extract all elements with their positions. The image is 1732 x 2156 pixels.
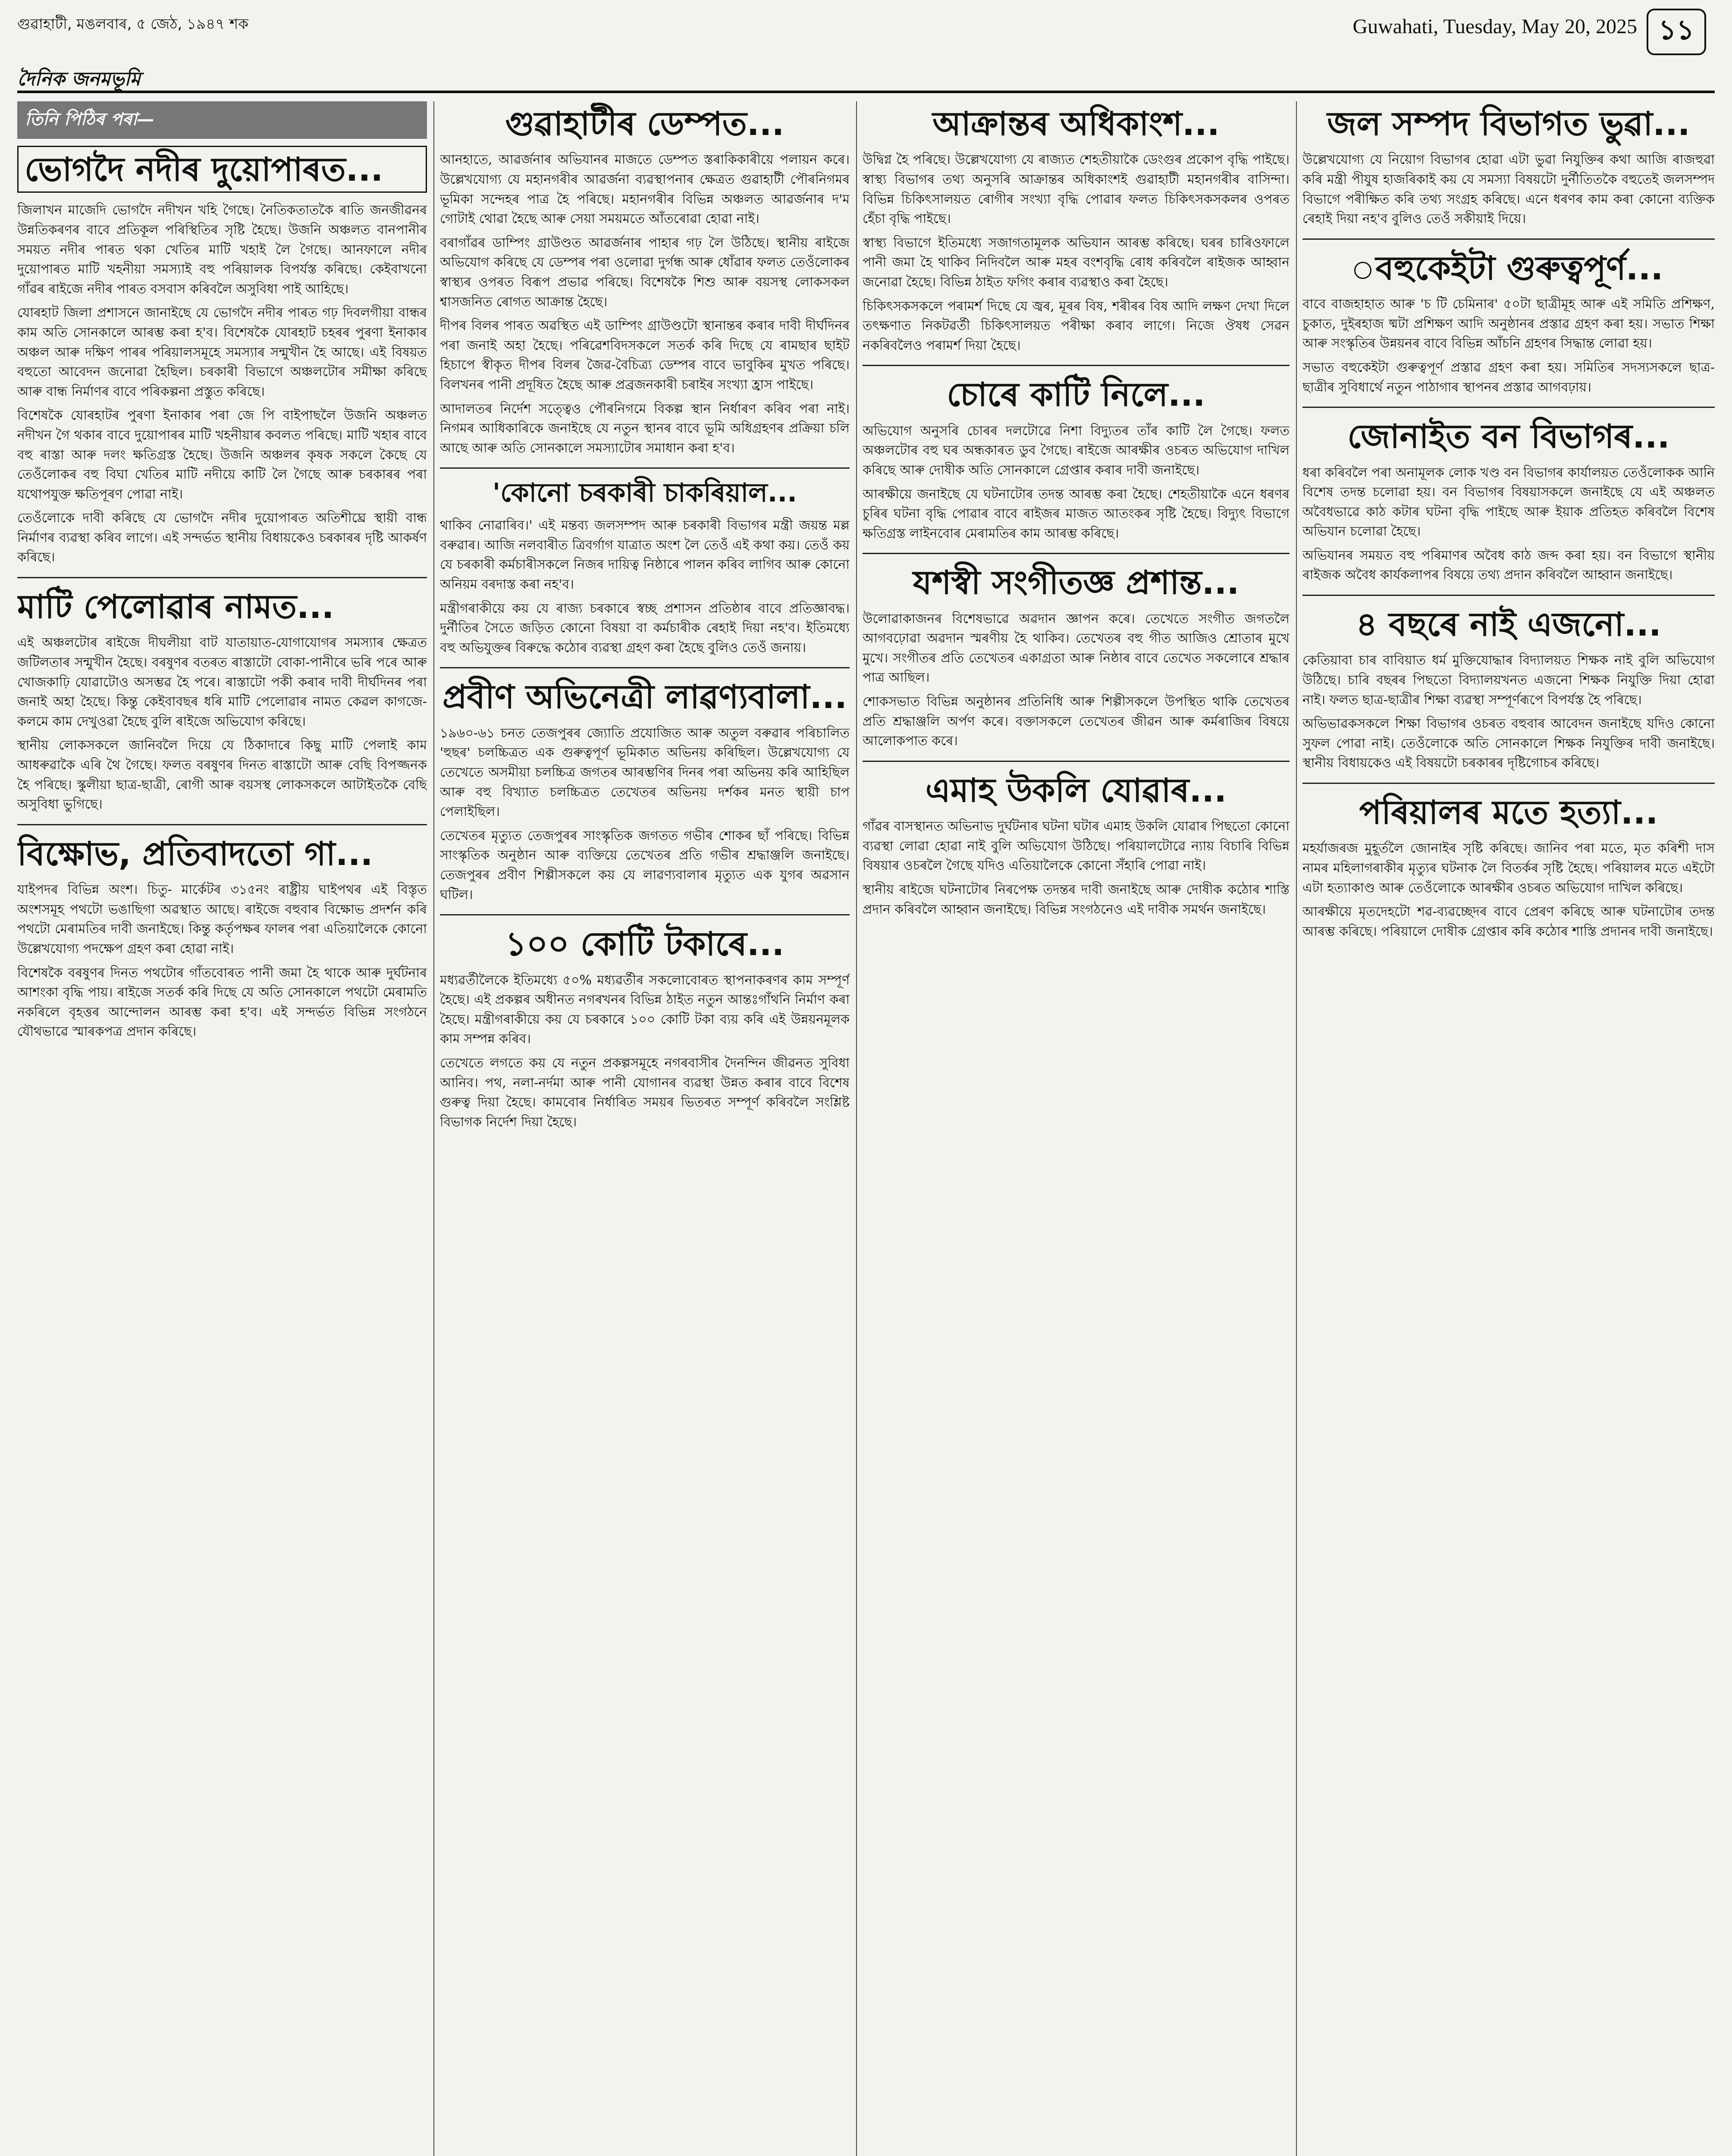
article-paragraph: দীপৰ বিলৰ পাৰত অৱস্থিত এই ডাম্পিং গ্ৰাউণ্ডটো স্থানান্তৰ কৰাৰ দাবী দীৰ্ঘদিনৰ পৰা জনাই অহা হৈছে। পৰিৱেশবিদসকলে সতৰ্ক কৰি দিছে যে ৰামছাৰ ছাইট হিচাপে স্বীকৃত দীপৰ বিলৰ জৈৱ-বৈচিত্ৰ্য ডেম্পৰ বাবে ভাবুকিৰ মুখত পৰিছে। বিলখনৰ পানী প্ৰদূষিত হৈছে আৰু প্ৰব্ৰজনকাৰী চৰাইৰ সংখ্যা হ্ৰাস পাইছে। <box>440 318 850 392</box>
divider <box>440 667 850 668</box>
article-paragraph: অভিভাৱকসকলে শিক্ষা বিভাগৰ ওচৰত বহুবাৰ আবেদন জনাইছে যদিও কোনো সুফল পোৱা নাই। তেওঁলোকে অতি সোনকালে শিক্ষক নিযুক্তিৰ দাবী জনাইছে। স্থানীয় বিধায়কেও এই বিষয়টো চৰকাৰৰ দৃষ্টিগোচৰ কৰিছে। <box>1302 716 1715 771</box>
headline-labanyabala: প্ৰবীণ অভিনেত্ৰী লাৱণ্যবালা... <box>442 677 847 716</box>
bullet-icon <box>1354 262 1371 279</box>
headline-chor: চোৰে কাটি নিলে... <box>947 375 1205 414</box>
article-paragraph: উলোৱাকাজনৰ বিশেষভাৱে অৱদান জ্ঞাপন কৰে। তেখেতে সংগীত জগতলৈ আগবঢ়োৱা অৱদান স্মৰণীয় হৈ থাকিব। তেখেতৰ বহু গীত আজিও শ্ৰোতাৰ মুখে মুখে। সংগীতৰ প্ৰতি তেখেতৰ একাগ্ৰতা আৰু নিষ্ঠাৰ বাবে তেখেত সকলোৰে শ্ৰদ্ধাৰ পাত্ৰ আছিল। <box>863 611 1290 686</box>
headline-text: বহুকেইটা গুৰুত্বপূৰ্ণ... <box>1375 248 1663 287</box>
article-paragraph: গাঁৱৰ বাসস্থানত অভিনাভ দুৰ্ঘটনাৰ ঘটনা ঘটাৰ এমাহ উকলি যোৱাৰ পিছতো কোনো ব্যৱস্থা লোৱা হোৱা নাই বুলি অভিযোগ উঠিছে। পৰিয়ালটোৱে ন্যায় বিচাৰি বিভিন্ন বিষয়াৰ ওচৰলৈ গৈছে যদিও এতিয়ালৈকে কোনো সঁহাৰি পোৱা নাই। <box>863 819 1290 874</box>
right-dateline: Guwahati, Tuesday, May 20, 2025 <box>1352 15 1637 38</box>
column-rule <box>856 101 857 2156</box>
paper-name: দৈনিক জনমভূমি <box>17 68 141 90</box>
headline-mati-pelowa: মাটি পেলোৱাৰ নামত... <box>17 587 334 626</box>
headline-bikkhov: বিক্ষোভ, প্ৰতিবাদতো গা... <box>17 834 373 873</box>
article-paragraph: ধৰা কৰিবলৈ পৰা অনামূলক লোক খণ্ড বন বিভাগৰ কাৰ্যালয়ত তেওঁলোকক আনি বিশেষ তদন্ত চলোৱা হয়। বন বিভাগৰ বিষয়াসকলে জনাইছে যে এই অঞ্চলত অবৈধভাৱে কাঠ কটাৰ ঘটনা বৃদ্ধি পাইছে আৰু ইয়াক প্ৰতিহত কৰিবলৈ বিশেষ অভিযান চলোৱা হৈছে। <box>1302 465 1715 539</box>
article-paragraph: জিলাখন মাজেদি ভোগদৈ নদীখন খহি গৈছে। নৈতিকতাতকৈ ৰাতি জনজীৱনৰ উন্নতিকৰণৰ বাবে প্ৰতিকূল পৰিস্থিতিৰ সৃষ্টি হৈছে। উজনি অঞ্চলত বানপানীৰ সময়ত নদীৰ পাৰত থকা খেতিৰ মাটি খহাই লৈ গৈছে। আনফালে নদীৰ দুয়োপাৰত মাটি খহনীয়া সমস্যাই বহু পৰিয়ালক বিপৰ্যস্ত কৰিছে। কেইবাখনো গাঁৱৰ ৰাইজে নদীৰ পাৰত বসবাস কৰিবলৈ অসুবিধা পাই আহিছে। <box>17 203 427 297</box>
divider <box>440 467 850 469</box>
header-rule <box>17 91 1715 93</box>
headline-akranta: আক্ৰান্তৰ অধিকাংশ... <box>932 104 1220 143</box>
article-paragraph: তেওঁলোকে দাবী কৰিছে যে ভোগদৈ নদীৰ দুয়োপাৰত অতিশীঘ্ৰে স্থায়ী বান্ধ নিৰ্মাণৰ ব্যৱস্থা কৰিব লাগে। এই সন্দৰ্ভত স্থানীয় বিধায়কেও চৰকাৰৰ দৃষ্টি আকৰ্ষণ কৰিছে। <box>17 511 427 565</box>
column-4 <box>1302 101 1715 2156</box>
left-dateline: গুৱাহাটী, মঙলবাৰ, ৫ জেঠ, ১৯৪৭ শক <box>17 16 249 33</box>
article-paragraph: উদ্বিগ্ন হৈ পৰিছে। উল্লেখযোগ্য যে ৰাজ্যত শেহতীয়াকৈ ডেংগুৰ প্ৰকোপ বৃদ্ধি পাইছে। স্বাস্থ্য বিভাগৰ তথ্য অনুসৰি আক্ৰান্তৰ অধিকাংশই গুৱাহাটী মহানগৰীৰ বাসিন্দা। বিভিন্ন চিকিৎসালয়ত ৰোগীৰ সংখ্যা বৃদ্ধি পোৱাৰ ফলত চিকিৎসকসকলৰ ওপৰত হেঁচা বৃদ্ধি পাইছে। <box>863 152 1290 227</box>
article-paragraph: ১৯৬০-৬১ চনত তেজপুৰৰ জ্যোতি প্ৰযোজিত আৰু অতুল বৰুৱাৰ পৰিচালিত 'হুছৰ' চলচ্চিত্ৰত এক গুৰুত্বপূৰ্ণ ভূমিকাত অভিনয় কৰিছিল। উল্লেখযোগ্য যে তেখেতে অসমীয়া চলচ্চিত্ৰ জগতৰ আৰম্ভণিৰ দিনৰ পৰা অভিনয় কৰি আহিছিল আৰু বহু বিখ্যাত চলচ্চিত্ৰত তেখেতৰ অভিনয় দৰ্শকৰ মনত স্থায়ী চাপ পেলাইছিল। <box>440 725 850 820</box>
article-paragraph: যাইপদৰ বিভিন্ন অংশ। চিতু- মাৰ্কেটৰ ৩১৫নং ৰাষ্ট্ৰীয় ঘাইপথৰ এই বিস্তৃত অংশসমূহ পথটো ভঙাছিগা অৱস্থাত আছে। ৰাইজে বহুবাৰ বিক্ষোভ প্ৰদৰ্শন কৰি পথটো মেৰামতিৰ দাবী জনাইছে। কিন্তু কৰ্তৃপক্ষৰ ফালৰ পৰা এতিয়ালৈকে কোনো উল্লেখযোগ্য পদক্ষেপ গ্ৰহণ কৰা হোৱা নাই। <box>17 882 427 956</box>
article-paragraph: স্বাস্থ্য বিভাগে ইতিমধ্যে সজাগতামূলক অভিযান আৰম্ভ কৰিছে। ঘৰৰ চাৰিওফালে পানী জমা হৈ থাকিব নিদিবলৈ আৰু মহৰ বংশবৃদ্ধি ৰোধ কৰিবলৈ ৰাইজক আহ্বান জনোৱা হৈছে। বিভিন্ন ঠাইত ফগিং কৰাৰ ব্যৱস্থাও কৰা হৈছে। <box>863 235 1290 290</box>
article-paragraph: তেখেতে লগতে কয় যে নতুন প্ৰকল্পসমূহে নগৰবাসীৰ দৈনন্দিন জীৱনত সুবিধা আনিব। পথ, নলা-নৰ্দমা আৰু পানী যোগানৰ ব্যৱস্থা উন্নত কৰাৰ বাবে বিশেষ গুৰুত্ব দিয়া হৈছে। কামবোৰ নিৰ্ধাৰিত সময়ৰ ভিতৰত সম্পূৰ্ণ কৰিবলৈ সংশ্লিষ্ট বিভাগক নিৰ্দেশ দিয়া হৈছে। <box>440 1055 850 1130</box>
article-paragraph: থাকিব নোৱাৰিব।' এই মন্তব্য জলসম্পদ আৰু চৰকাৰী বিভাগৰ মন্ত্ৰী জয়ন্ত মল্ল বৰুৱাৰ। আজি নলবাৰীত ত্ৰিবৰ্গাগ যাত্ৰাত অংশ লৈ তেওঁ এই কথা কয়। তেওঁ কয় যে চৰকাৰী কৰ্মচাৰীসকলে নিজৰ দায়িত্ব নিষ্ঠাৰে পালন কৰিব লাগিব আৰু কোনো অনিয়ম বৰদাস্ত কৰা নহ'ব। <box>440 518 850 592</box>
article-paragraph: শোকসভাত বিভিন্ন অনুষ্ঠানৰ প্ৰতিনিধি আৰু শিল্পীসকলে উপস্থিত থাকি তেখেতৰ প্ৰতি শ্ৰদ্ধাঞ্জলি অৰ্পণ কৰে। বক্তাসকলে তেখেতৰ জীৱন আৰু কৰ্মৰাজিৰ বিষয়ে আলোকপাত কৰে। <box>863 694 1290 749</box>
article-paragraph: অভিযানৰ সময়ত বহু পৰিমাণৰ অবৈধ কাঠ জব্দ কৰা হয়। বন বিভাগে স্থানীয় ৰাইজক অবৈধ কাৰ্যকলাপৰ বিষয়ে তথ্য প্ৰদান কৰিবলৈ আহ্বান জনাইছে। <box>1302 548 1715 583</box>
article-paragraph: সভাত বহুকেইটা গুৰুত্বপূৰ্ণ প্ৰস্তাৱ গ্ৰহণ কৰা হয়। সমিতিৰ সদস্যসকলে ছাত্ৰ-ছাত্ৰীৰ সুবিধাৰ্থে নতুন পাঠাগাৰ স্থাপনৰ প্ৰস্তাৱ আগবঢ়ায়। <box>1302 360 1715 395</box>
divider <box>1302 407 1715 408</box>
headline-bahukeita <box>1302 249 1715 287</box>
article-paragraph: মহৰ্যাজৰজ মুহূৰ্তলৈ জোনাইৰ সৃষ্টি কৰিছে। জানিব পৰা মতে, মৃত কৰিশী দাস নামৰ মহিলাগৰাকীৰ মৃত্যুৰ ঘটনাক লৈ বিতৰ্কৰ সৃষ্টি হৈছে। পৰিয়ালৰ মতে এইটো এটা হত্যাকাণ্ড আৰু তেওঁলোকে আৰক্ষীৰ ওচৰত অভিযোগ দাখিল কৰিছে। <box>1302 841 1715 896</box>
article-paragraph: মন্ত্ৰীগৰাকীয়ে কয় যে ৰাজ্য চৰকাৰে স্বচ্ছ প্ৰশাসন প্ৰতিষ্ঠাৰ বাবে প্ৰতিজ্ঞাবদ্ধ। দুৰ্নীতিৰ সৈতে জড়িত কোনো বিষয়া বা কৰ্মচাৰীক ৰেহাই দিয়া নহ'ব। ইতিমধ্যে বহু অভিযুক্তৰ বিৰুদ্ধে কঠোৰ ব্যৱস্থা গ্ৰহণ কৰা হৈছে বুলিও তেওঁ জনায়। <box>440 601 850 655</box>
divider <box>1302 238 1715 240</box>
headline-jonai: জোনাইত বন বিভাগৰ... <box>1347 417 1670 456</box>
article-paragraph: উল্লেখযোগ্য যে নিয়োগ বিভাগৰ হোৱা এটা ভুৱা নিযুক্তিৰ কথা আজি ৰাজহুৱা কৰি মন্ত্ৰী পীযুষ হাজৰিকাই কয় যে সমস্যা বিষয়টো দুৰ্নীতিতকৈ বহুতেই জলসম্পদ বিভাগে পৰীক্ষিত কৰি তথ্য সংগ্ৰহ কৰিছে। এনে ধৰণৰ কাম কৰা কোনো ব্যক্তিক ৰেহাই দিয়া নহ'ব বুলিও তেওঁ সকীয়াই দিয়ে। <box>1302 152 1715 227</box>
article-paragraph: অভিযোগ অনুসৰি চোৰৰ দলটোৱে নিশা বিদ্যুতৰ তাঁৰ কাটি লৈ গৈছে। ফলত অঞ্চলটোৰ বহু ঘৰ অন্ধকাৰত ডুব গৈছে। ৰাইজে আৰক্ষীৰ ওচৰত অভিযোগ দাখিল কৰিছে আৰু দোষীক অতি সোনকালে গ্ৰেপ্তাৰ কৰাৰ দাবী জনাইছে। <box>863 423 1290 478</box>
divider <box>17 824 427 825</box>
article-paragraph: বিশেষকৈ বৰষুণৰ দিনত পথটোৰ গাঁতবোৰত পানী জমা হৈ থাকে আৰু দুৰ্ঘটনাৰ আশংকা বৃদ্ধি পায়। ৰাইজে সতৰ্ক কৰি দিছে যে অতি সোনকালে পথটো মেৰামতি নকৰিলে বৃহত্তৰ আন্দোলন আৰম্ভ কৰা হ'ব। এই সন্দৰ্ভত বিভিন্ন সংগঠনে যৌথভাৱে স্মাৰকপত্ৰ প্ৰদান কৰিছে। <box>17 965 427 1040</box>
article-paragraph: কেতিয়াবা চাৰ বাবিয়াত ধৰ্ম মুক্তিযোদ্ধাৰ বিদ্যালয়ত শিক্ষক নাই বুলি অভিযোগ উঠিছে। চাৰি বছৰৰ পিছতো বিদ্যালয়খনত এজনো শিক্ষক নিযুক্তি দিয়া হোৱা নাই। ফলত ছাত্ৰ-ছাত্ৰীৰ শিক্ষা ব্যৱস্থা সম্পূৰ্ণৰূপে বিপৰ্যস্ত হৈ পৰিছে। <box>1302 653 1715 708</box>
headline-poriyal: পৰিয়ালৰ মতে হত্যা... <box>1359 793 1658 832</box>
page-header <box>0 0 1732 56</box>
article-paragraph: স্থানীয় লোকসকলে জানিবলৈ দিয়ে যে ঠিকাদাৰে কিছু মাটি পেলাই কাম আধৰুৱাকৈ এৰি থৈ গৈছে। ফলত বৰষুণৰ দিনত ৰাস্তাটো আৰু বেছি বিপজ্জনক হৈ পৰিছে। স্কুলীয়া ছাত্ৰ-ছাত্ৰী, ৰোগী আৰু বয়সস্থ লোকসকলে আটাইতকৈ বেছি অসুবিধা ভুগিছে। <box>17 738 427 812</box>
article-paragraph: আদালতৰ নিৰ্দেশ সত্ত্বেও পৌৰনিগমে বিকল্প স্থান নিৰ্ধাৰণ কৰিব পৰা নাই। নিগমৰ আধিকাৰিকে জনাইছে যে নতুন স্থানৰ বাবে ভূমি অধিগ্ৰহণৰ প্ৰক্ৰিয়া চলি আছে আৰু অতি সোনকালে সমস্যাটোৰ সমাধান কৰা হ'ব। <box>440 401 850 456</box>
headline-guwahati-dump: গুৱাহাটীৰ ডেম্পত... <box>505 104 784 143</box>
column-rule <box>1296 101 1297 2156</box>
headline-prasanta: যশস্বী সংগীতজ্ঞ প্ৰশান্ত... <box>913 563 1239 602</box>
article-paragraph: স্থানীয় ৰাইজে ঘটনাটোৰ নিৰপেক্ষ তদন্তৰ দাবী জনাইছে আৰু দোষীক কঠোৰ শাস্তি প্ৰদান কৰিবলৈ আহ্বান জনাইছে। বিভিন্ন সংগঠনেও এই দাবীক সমৰ্থন জনাইছে। <box>863 882 1290 917</box>
page-number: ১১ <box>1647 9 1706 55</box>
article-paragraph: এই অঞ্চলটোৰ ৰাইজে দীঘলীয়া বাট যাতায়াত-যোগাযোগৰ সমস্যাৰ ক্ষেত্ৰত জটিলতাৰ সন্মুখীন হৈছে। বৰষুণৰ বতৰত ৰাস্তাটো বোকা-পানীৰে ভৰি পৰে আৰু খোজকাঢ়ি যোৱাটোও অসম্ভৱ হৈ পৰে। ৰাস্তাটো পকী কৰাৰ দাবী দীৰ্ঘদিনৰ পৰা জনাই অহা হৈছে। কিন্তু কেইবাবছৰ ধৰি মাটি পেলোৱাৰ নামত কেৱল কাগজে-কলমে কাম দেখুওৱা হৈছে বুলি ৰাইজে অভিযোগ কৰিছে। <box>17 635 427 729</box>
article-paragraph: চিকিৎসকসকলে পৰামৰ্শ দিছে যে জ্বৰ, মূৰৰ বিষ, শৰীৰৰ বিষ আদি লক্ষণ দেখা দিলে তৎক্ষণাত নিকটৱৰ্তী চিকিৎসালয়ত পৰীক্ষা কৰাব লাগে। নিজে ঔষধ সেৱন নকৰিবলৈও পৰামৰ্শ দিয়া হৈছে। <box>863 298 1290 353</box>
section-tag: তিনি পিঠিৰ পৰা— <box>17 101 427 139</box>
headline-jal-sampad: জল সম্পদ বিভাগত ভুৱা... <box>1327 104 1690 143</box>
article-paragraph: বিশেষকৈ যোৰহাটৰ পুৰণা ইনাকাৰ পৰা জে পি বাইপাছলৈ উজনি অঞ্চলত নদীখন গৈ থকাৰ বাবে দুয়োপাৰৰ মাটি খহনীয়াৰ কবলত পৰিছে। মাটি খহাৰ বাবে বহু ৰাস্তা আৰু দলং ক্ষতিগ্ৰস্ত হৈছে। উজনি অঞ্চলৰ কৃষক সকলে কৈছে যে তেওঁলোকৰ বহু বিঘা খেতিৰ মাটি নদীয়ে কাটি লৈ গৈছে আৰু চৰকাৰৰ পৰা যথোপযুক্ত ক্ষতিপূৰণ পোৱা নাই। <box>17 408 427 502</box>
divider <box>1302 595 1715 596</box>
headline-emah: এমাহ উকলি যোৱাৰ... <box>925 771 1227 809</box>
article-paragraph: আৰক্ষীয়ে জনাইছে যে ঘটনাটোৰ তদন্ত আৰম্ভ কৰা হৈছে। শেহতীয়াকৈ এনে ধৰণৰ চুৰিৰ ঘটনা বৃদ্ধি পোৱাৰ বাবে ৰাইজৰ মাজত আতংকৰ সৃষ্টি হৈছে। বিদ্যুৎ বিভাগে ক্ষতিগ্ৰস্ত লাইনবোৰ মেৰামতিৰ কাম আৰম্ভ কৰিছে। <box>863 486 1290 541</box>
divider <box>863 365 1290 366</box>
divider <box>17 577 427 578</box>
headline-100-crore: ১০০ কোটি টকাৰে... <box>505 924 784 963</box>
divider <box>863 553 1290 554</box>
headline-bhogdoi: ভোগদৈ নদীৰ দুয়োপাৰত... <box>17 146 427 193</box>
article-paragraph: তেখেতৰ মৃত্যুত তেজপুৰৰ সাংস্কৃতিক জগতত গভীৰ শোকৰ ছাঁ পৰিছে। বিভিন্ন সাংস্কৃতিক অনুষ্ঠান আৰু ব্যক্তিয়ে তেখেতৰ প্ৰতি গভীৰ শ্ৰদ্ধাঞ্জলি জনাইছে। তেজপুৰৰ প্ৰবীণ শিল্পীসকলে কয় যে লাৱণ্যবালাৰ মৃত্যুত এক যুগৰ অৱসান ঘটিল। <box>440 828 850 903</box>
column-3 <box>863 101 1290 2156</box>
column-1 <box>17 101 427 2156</box>
article-paragraph: মধ্যৱৰ্তীলৈকে ইতিমধ্যে ৫০% মধ্যৱৰ্তীৰ সকলোবোৰত স্থাপনাকৰণৰ কাম সম্পূৰ্ণ হৈছে। এই প্ৰকল্পৰ অধীনত নগৰখনৰ বিভিন্ন ঠাইত নতুন আন্তঃগাঁথনি নিৰ্মাণ কৰা হৈছে। মন্ত্ৰীগৰাকীয়ে কয় যে চৰকাৰে ১০০ কোটি টকা ব্যয় কৰি এই উন্নয়নমূলক কাম সম্পন্ন কৰিব। <box>440 972 850 1047</box>
column-2 <box>440 101 850 2156</box>
divider <box>1302 783 1715 784</box>
column-rule <box>433 101 434 2156</box>
divider <box>440 914 850 915</box>
headline-4-years: ৪ বছৰে নাই এজনো... <box>1356 605 1661 644</box>
article-paragraph: বাবে বাজহাহাত আৰু 'চ টি চেমিনাৰ' ৫০টা ছাত্ৰীমূহ আৰু এই সমিতি প্ৰশিক্ষণ, চুকাত, দুইৰহাজ ষ্মটা প্ৰশিক্ষণ আদি অনুষ্ঠানৰ প্ৰস্তাৱ গ্ৰহণ কৰা হয়। সভাত শিক্ষা আৰু সংস্কৃতিৰ উন্নয়নৰ বাবে বিভিন্ন আঁচনি গ্ৰহণৰ সিদ্ধান্ত লোৱা হয়। <box>1302 297 1715 351</box>
article-paragraph: আনহাতে, আৱৰ্জনাৰ অভিযানৰ মাজতে ডেম্পত স্তৰাকিকাৰীয়ে পলায়ন কৰে। উল্লেখযোগ্য যে মহানগৰীৰ আৱৰ্জনা ব্যৱস্থাপনাৰ ক্ষেত্ৰত গুৱাহাটী পৌৰনিগমৰ ভূমিকা সন্দেহৰ পাত্ৰ হৈ পৰিছে। মহানগৰীৰ বিভিন্ন অঞ্চলত আৱৰ্জনাৰ দ'ম গোটাই থোৱা হৈছে আৰু সেয়া সময়মতে আঁতৰোৱা হোৱা নাই। <box>440 152 850 227</box>
headline-chakariyal: 'কোনো চৰকাৰী চাকৰিয়াল... <box>492 478 797 508</box>
article-paragraph: বৰাগাঁৱৰ ডাম্পিং গ্ৰাউণ্ডত আৱৰ্জনাৰ পাহাৰ গঢ় লৈ উঠিছে। স্থানীয় ৰাইজে অভিযোগ কৰিছে যে ডেম্পৰ পৰা ওলোৱা দুৰ্গন্ধ আৰু ধোঁৱাৰ ফলত তেওঁলোকৰ স্বাস্থ্যৰ ওপৰত বিৰূপ প্ৰভাৱ পৰিছে। বিশেষকৈ শিশু আৰু বয়সস্থ লোকসকল শ্বাসজনিত ৰোগত আক্ৰান্ত হৈছে। <box>440 235 850 310</box>
divider <box>863 761 1290 762</box>
article-paragraph: আৰক্ষীয়ে মৃতদেহটো শৱ-ব্যৱচ্ছেদৰ বাবে প্ৰেৰণ কৰিছে আৰু ঘটনাটোৰ তদন্ত আৰম্ভ কৰিছে। পৰিয়ালে দোষীক গ্ৰেপ্তাৰ কৰি কঠোৰ শাস্তি প্ৰদানৰ দাবী জনাইছে। <box>1302 904 1715 939</box>
article-paragraph: যোৰহাট জিলা প্ৰশাসনে জানাইছে যে ভোগদৈ নদীৰ পাৰত গঢ় দিবলগীয়া বান্ধৰ কাম অতি সোনকালে আৰম্ভ কৰা হ'ব। বিশেষকৈ যোৰহাট চহৰৰ পুৰণা ইনাকাৰ অঞ্চল আৰু দক্ষিণ পাৰৰ পৰিয়ালসমূহে সমস্যাৰ সন্মুখীন হৈ আছে। এই বিষয়ত বহুতো আবেদন জনোৱা হৈছিল। চৰকাৰী বিভাগে অঞ্চলটোৰ সমীক্ষা কৰিছে আৰু বান্ধ নিৰ্মাণৰ বাবে পৰিকল্পনা প্ৰস্তুত কৰিছে। <box>17 305 427 399</box>
